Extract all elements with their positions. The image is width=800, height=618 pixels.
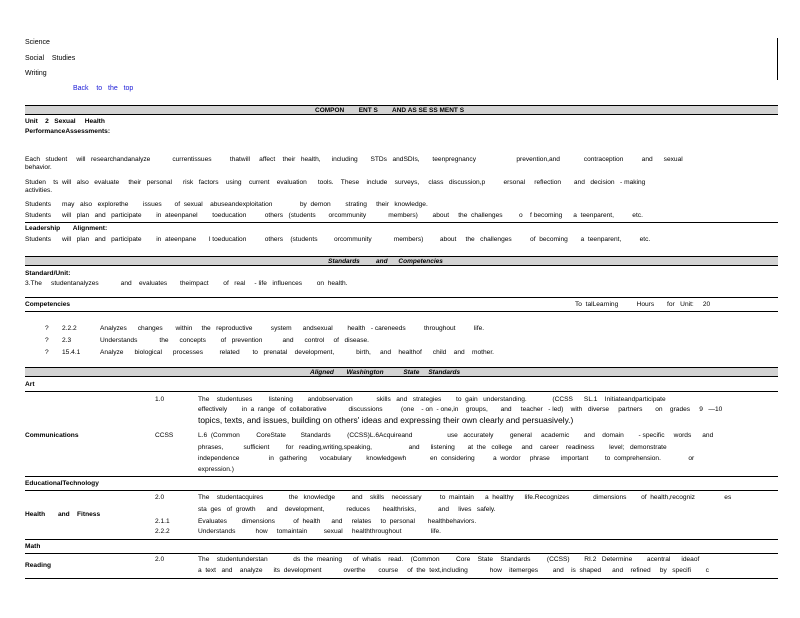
standards-header-bar [25, 256, 778, 266]
row-label-art: Art [25, 381, 35, 388]
perf-line: behavior. [25, 164, 52, 171]
row-label-math: Math [25, 543, 41, 550]
aligned-heading: Aligned Washington State Standards [310, 369, 461, 376]
comm-line: The studentuses listening andobservation skills and strategies to gain understanding. (CCSS SL.1 Initiateandparticipate [198, 396, 666, 403]
performance-label: PerformanceAssessments: [25, 128, 111, 135]
nav-science[interactable] [25, 39, 50, 46]
right-rule [777, 38, 778, 80]
health-line: Evaluates dimensions of health and relates to personal healthbehaviors. [198, 518, 477, 525]
perf-line: Students will plan and participate in ateenpanel toeducation others (students orcommunity members) about the challenges o f becoming a teenparent, etc. [25, 212, 643, 219]
unit-title: Unit 2 Sexual Health [25, 118, 105, 125]
health-line: The studentacquires the knowledge and skills necessary to maintain a healthy life.Recognizes dimensions of health,recogniz es [198, 494, 732, 501]
divider [25, 476, 778, 477]
health-line: sta ges of growth and development, reduces healthrisks, and lives safely. [198, 506, 496, 513]
divider [25, 311, 778, 312]
divider [25, 490, 778, 491]
divider [25, 391, 778, 392]
comm-code: 1.0 [155, 396, 165, 403]
perf-line: activities. [25, 187, 53, 194]
nav-writing-label: Writing [25, 70, 47, 77]
nav-science-label: Science [25, 39, 50, 46]
health-code: 2.2.2 [155, 528, 170, 535]
back-to-top-link[interactable]: Back to the top [73, 85, 134, 92]
comm-code: CCSS [155, 432, 174, 439]
comm-line: phrases, sufficient for reading,writing,speaking, and listening at the college and career readiness level; demonstrate [198, 444, 667, 451]
competency-text: Analyze biological processes related to prenatal development, birth, and healthof child and mother. [100, 349, 494, 356]
row-label-communications: Communications [25, 432, 79, 439]
comm-line: topics, texts, and issues, building on others' ideas and expressing their own clearly and persuasively.) [198, 415, 574, 425]
perf-line: Students may also explorethe issues of sexual abuseandexploitation by demon strating their knowledge. [25, 201, 428, 208]
standard-unit-label: Standard/Unit: [25, 270, 71, 277]
competency-code: 2.2.2 [62, 325, 77, 332]
competency-text: Analyzes changes within the reproductive system andsexual health - careneeds throughout life. [100, 325, 485, 332]
row-label-health: Health and Fitness [25, 511, 101, 518]
competency-code: 2.3 [62, 337, 72, 344]
health-line: Understands how tomaintain sexual healththroughout life. [198, 528, 441, 535]
competency-text: Understands the concepts of prevention and control of disease. [100, 337, 370, 344]
comm-line: L.6 (Common CoreState Standards (CCSS)L.6Acquireand use accurately general academic and domain - specific words and [198, 432, 714, 439]
reading-code: 2.0 [155, 556, 165, 563]
standards-heading: Standards and Competencies [328, 258, 443, 265]
health-code: 2.1.1 [155, 518, 170, 525]
comm-line: effectively in a range of collaborative discussions (one - on - one,in groups, and teacher - led) with diverse partners on grades 9 —10 [198, 406, 723, 413]
perf-line: Each student will researchandanalyze currentissues thatwill affect their health, including STDs andSDIs, teenpregnancy prevention,and contraception and sexual [25, 156, 683, 163]
divider [25, 553, 778, 554]
leadership-line: Students will plan and participate in ateenpane l toeducation others (students orcommunity members) about the challenges of becoming a teenparent, etc. [25, 236, 651, 243]
bullet: ? [45, 349, 49, 356]
divider [25, 578, 778, 579]
reading-line: The studentunderstan ds the meaning of whatis read. (Common Core State Standards (CCSS) RI.2 Determine acentral ideaof [198, 556, 700, 563]
reading-line: a text and analyze its development overthe course of the text,including how itemerges and is shaped and refined by specifi c [198, 567, 709, 574]
standard-unit-line: 3.The studentanalyzes and evaluates theimpact of real - life influences on health. [25, 280, 348, 287]
row-label-reading: Reading [25, 562, 52, 569]
total-hours: To talLearning Hours for Unit: 20 [575, 301, 711, 308]
leadership-label: Leadership Alignment: [25, 225, 108, 232]
bullet: ? [45, 325, 49, 332]
nav-writing[interactable] [25, 70, 47, 77]
nav-social-studies-label: Social Studies [25, 55, 76, 62]
row-label-edtech: EducationalTechnology [25, 480, 99, 487]
competencies-label: Competencies [25, 301, 71, 308]
components-heading: COMPON ENT S AND AS SE SS MENT S [315, 107, 465, 114]
components-header-bar [25, 105, 778, 115]
divider [25, 222, 778, 223]
divider [25, 539, 778, 540]
competency-code: 15.4.1 [62, 349, 81, 356]
aligned-header-bar [25, 367, 778, 377]
perf-line: Studen ts will also evaluate their personal risk factors using current evaluation tools. These include surveys, class discussion,p ersonal reflection and decision - making [25, 179, 646, 186]
health-code: 2.0 [155, 494, 165, 501]
comm-line: expression.) [198, 466, 234, 473]
bullet: ? [45, 337, 49, 344]
nav-social-studies[interactable] [25, 55, 75, 62]
divider [25, 297, 778, 298]
comm-line: independence in gathering vocabulary knowledgewh en considering a wordor phrase important to comprehension. or [198, 455, 695, 462]
